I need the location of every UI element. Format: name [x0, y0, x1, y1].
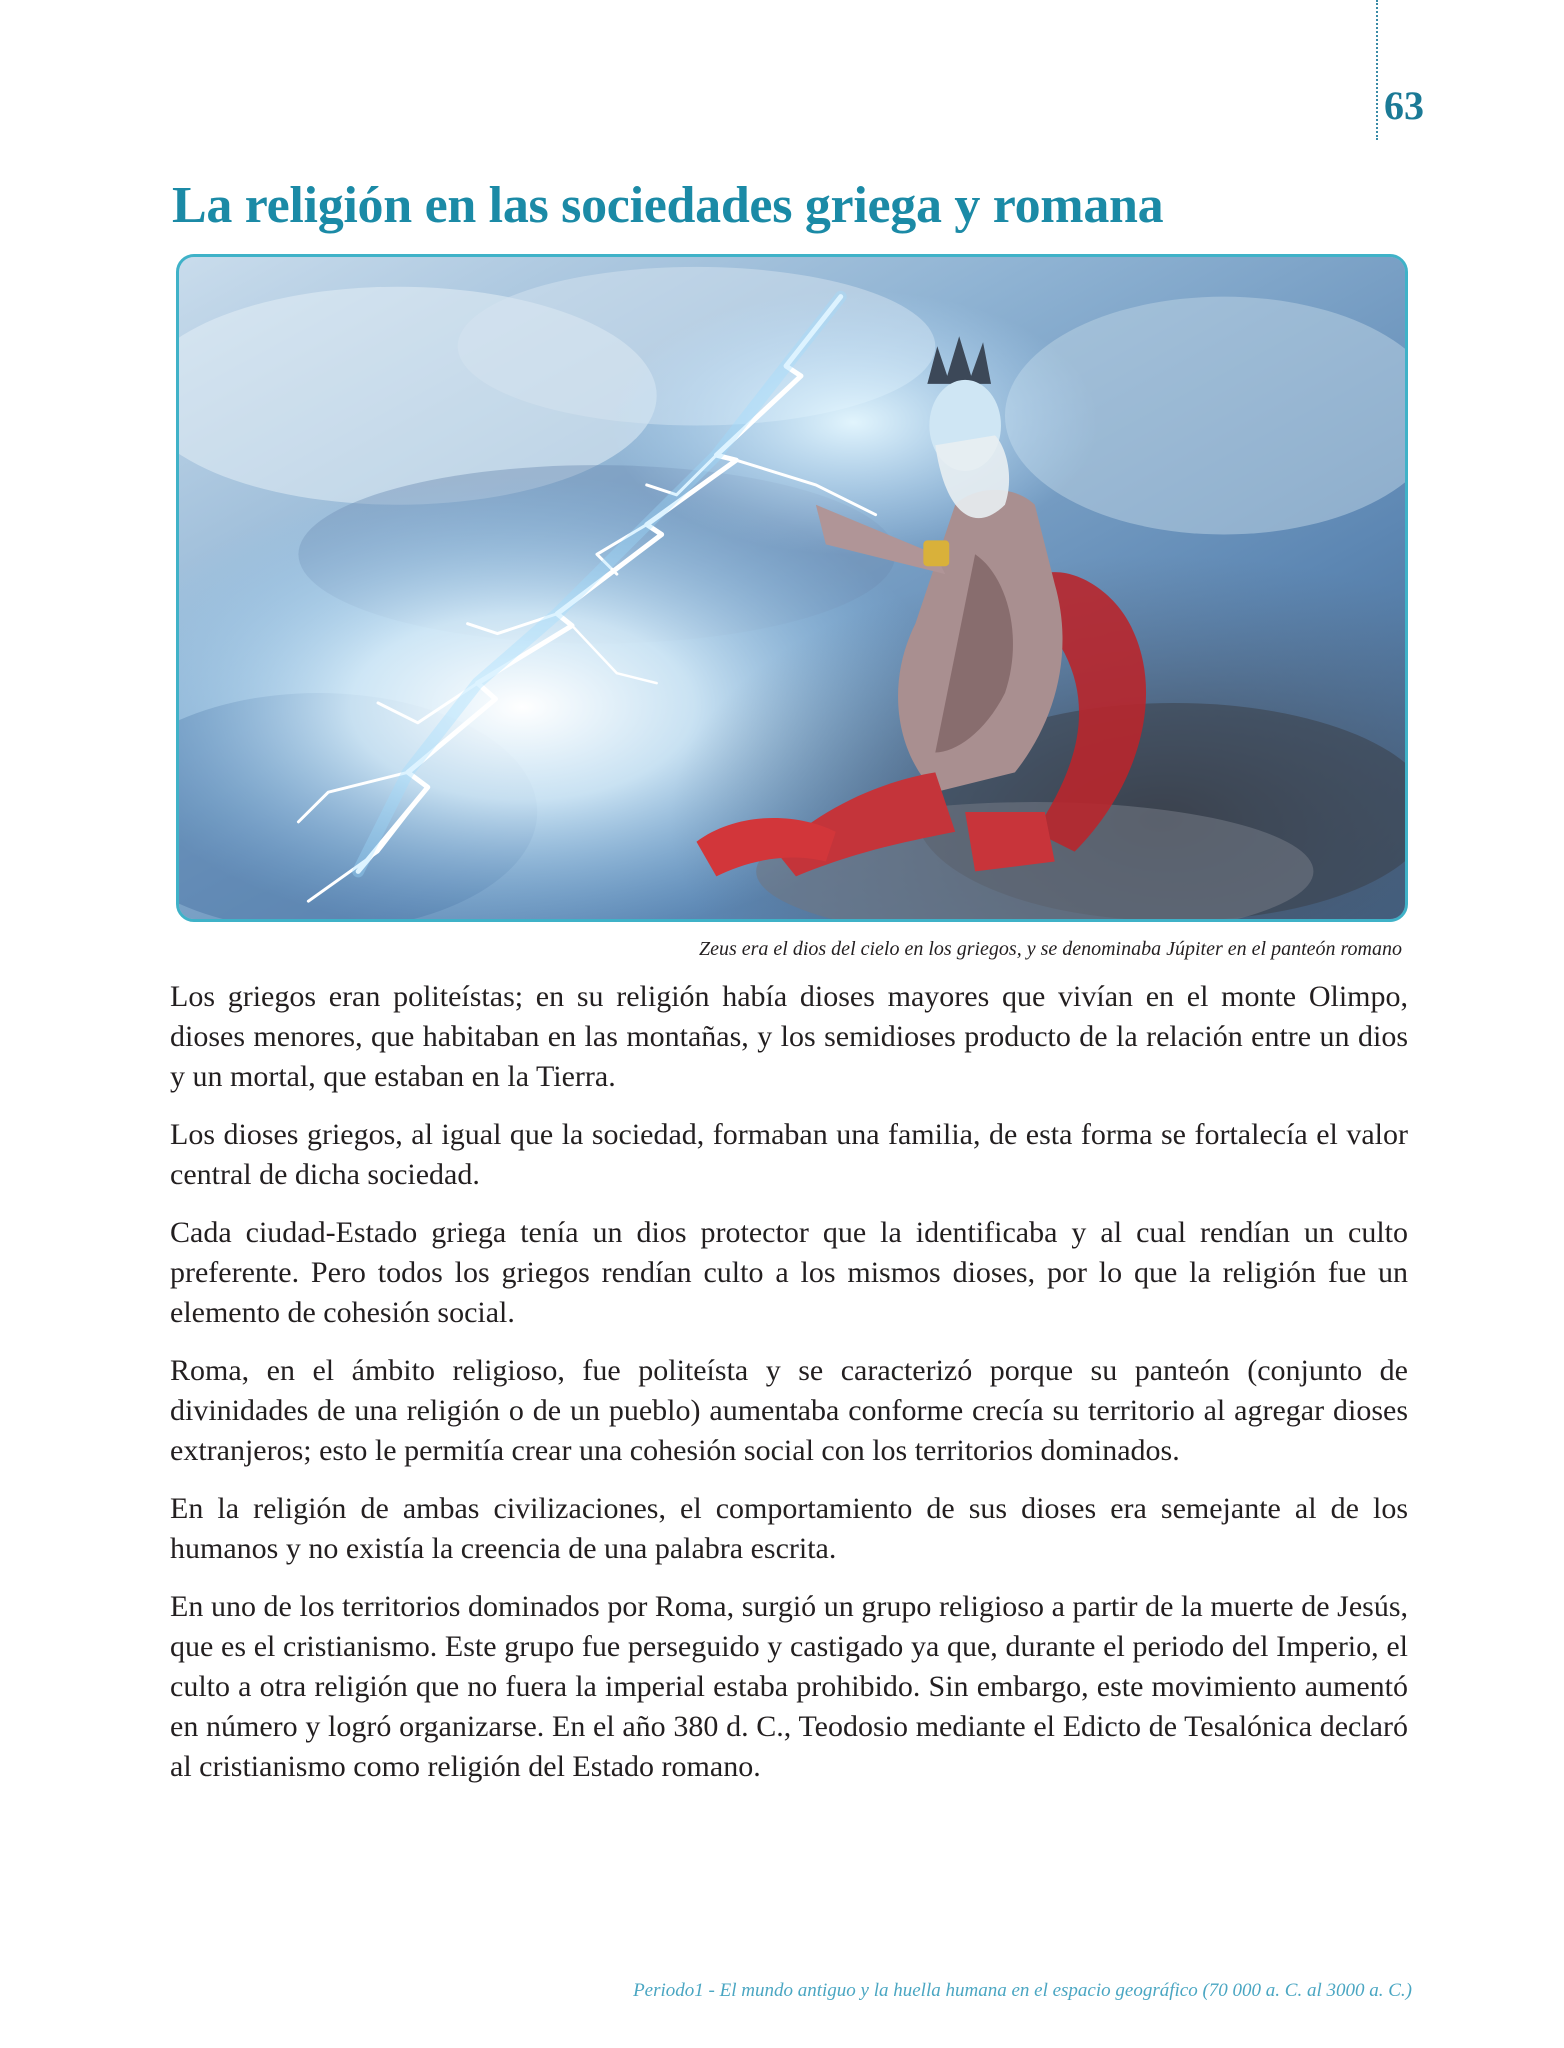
page-footer: Periodo1 - El mundo antiguo y la huella humana en el espacio geográfico (70 000 a. C. al 3000 a. C.) [633, 1980, 1412, 2001]
page-number: 63 [1384, 83, 1424, 128]
paragraph-4: Roma, en el ámbito religioso, fue politeísta y se caracterizó porque su panteón (conjunto de divinidades de una religión o de un pueblo) aumentaba conforme crecía su territorio al agregar dioses extranjeros; esto le permitía crear una cohesión social con los territorios dominados. [170, 1354, 1408, 1467]
page-title: La religión en las sociedades griega y romana [172, 177, 1164, 234]
paragraph-5: En la religión de ambas civilizaciones, el comportamiento de sus dioses era semejante al de los humanos y no existía la creencia de una palabra escrita. [170, 1492, 1408, 1565]
zeus-illustration [176, 254, 1408, 922]
margin-dotted-rule [1376, 0, 1378, 140]
figure-caption: Zeus era el dios del cielo en los griegos, y se denominaba Júpiter en el panteón romano [698, 938, 1402, 960]
body-text [170, 977, 1408, 1805]
paragraph-1: Los griegos eran politeístas; en su religión había dioses mayores que vivían en el monte Olimpo, dioses menores, que habitaban en las montañas, y los semidioses producto de la relación entre un dios y un mortal, que estaban en la Tierra. [170, 980, 1408, 1093]
zeus-painting [179, 257, 1405, 919]
paragraph-2: Los dioses griegos, al igual que la sociedad, formaban una familia, de esta forma se fortalecía el valor central de dicha sociedad. [170, 1118, 1408, 1191]
paragraph-3: Cada ciudad-Estado griega tenía un dios protector que la identificaba y al cual rendían un culto preferente. Pero todos los griegos rendían culto a los mismos dioses, por lo que la religión fue un elemento de cohesión social. [170, 1216, 1408, 1329]
paragraph-6: En uno de los territorios dominados por Roma, surgió un grupo religioso a partir de la muerte de Jesús, que es el cristianismo. Este grupo fue perseguido y castigado ya que, durante el periodo del Imperio, el culto a otra religión que no fuera la imperial estaba prohibido. Sin embargo, este movimiento aumentó en número y logró organizarse. En el año 380 d. C., Teodosio mediante el Edicto de Tesalónica declaró al cristianismo como religión del Estado romano. [170, 1590, 1408, 1783]
